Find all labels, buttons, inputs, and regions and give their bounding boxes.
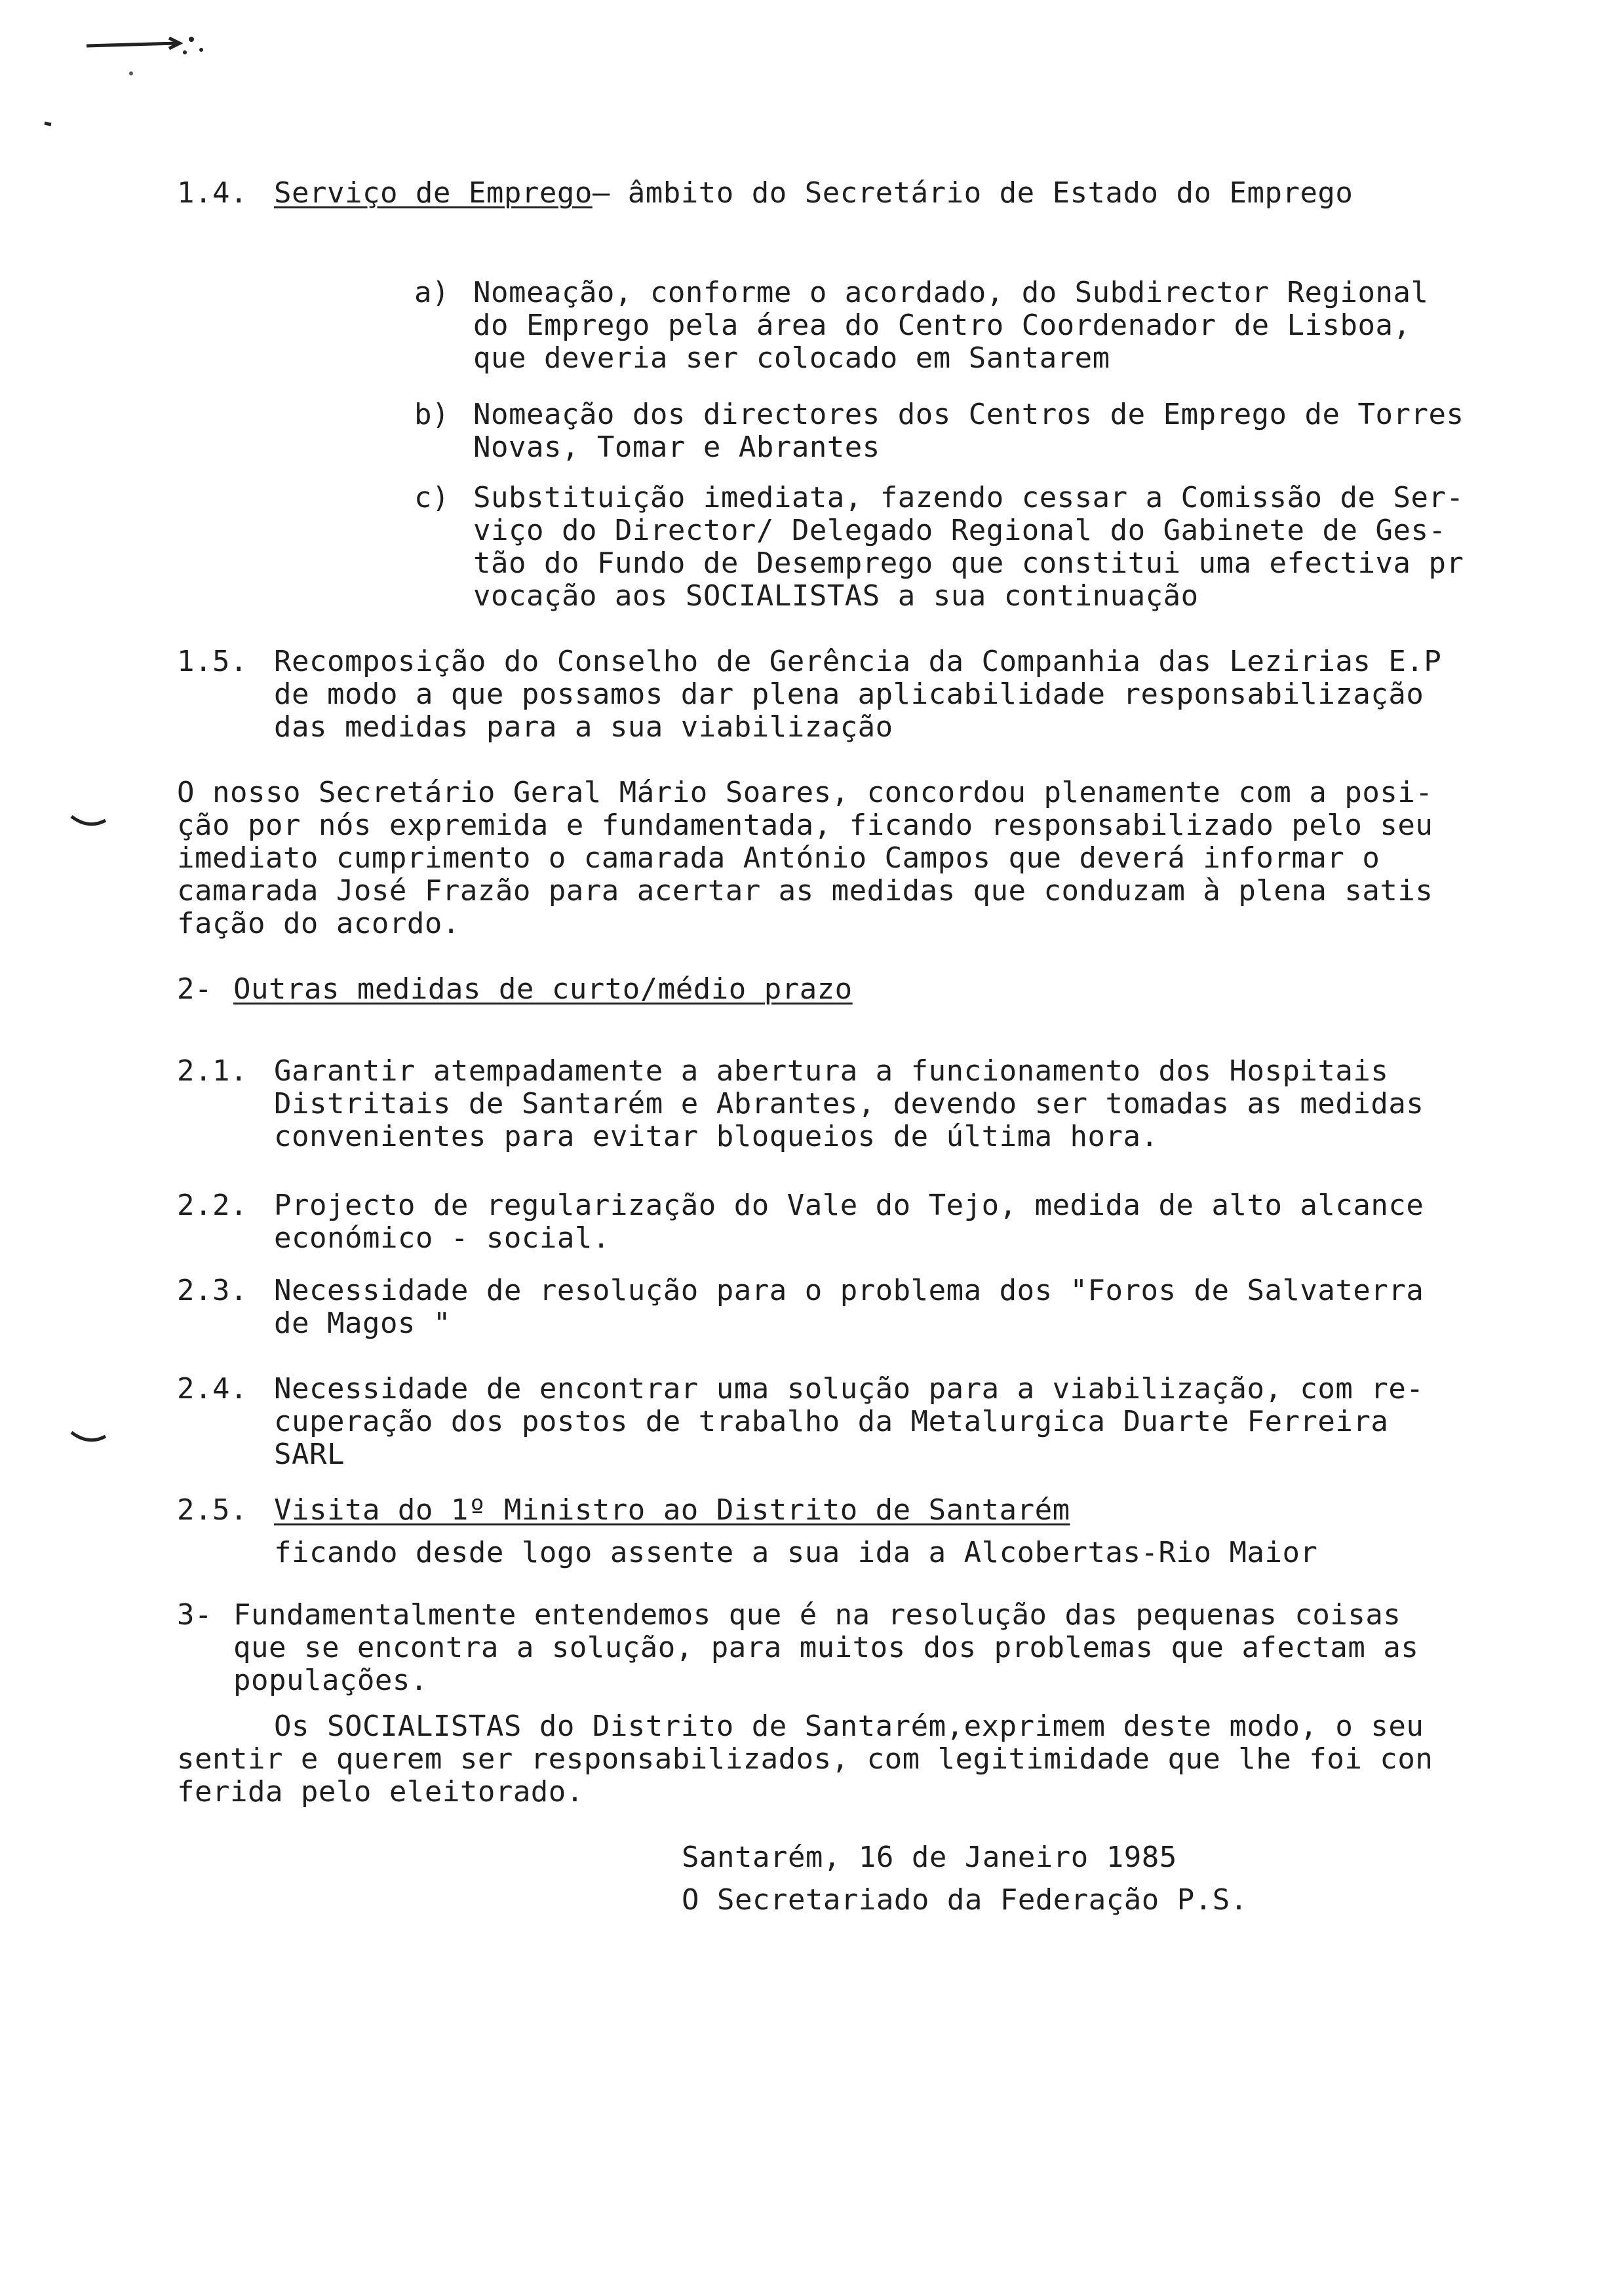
item-line: vocação aos SOCIALISTAS a sua continuação	[473, 579, 1199, 613]
section-heading-line	[274, 177, 1353, 210]
item-marker: b)	[414, 398, 450, 431]
section-number: 1.5.	[177, 645, 248, 678]
punch-hole-mark-1	[69, 813, 108, 832]
section-number: 1.4.	[177, 176, 248, 210]
item-line: ficando desde logo assente a sua ida a Alcobertas-Rio Maior	[274, 1536, 1318, 1569]
item-line: Necessidade de encontrar uma solução para a viabilização, com re-	[274, 1372, 1424, 1406]
item-number: 2.4.	[177, 1372, 248, 1406]
paragraph-line: ção por nós expremida e fundamentada, ficando responsabilizado pelo seu	[177, 809, 1433, 842]
item-marker: a)	[414, 276, 450, 309]
section-line: de modo a que possamos dar plena aplicabilidade responsabilização	[274, 678, 1424, 711]
closing-line: Os SOCIALISTAS do Distrito de Santarém,exprimem deste modo, o seu	[274, 1710, 1424, 1743]
item-line: de Magos "	[274, 1307, 451, 1340]
paragraph-line: camarada José Frazão para acertar as medidas que conduzam à plena satis	[177, 874, 1433, 908]
item-line: Necessidade de resolução para o problema dos "Foros de Salvaterra	[274, 1274, 1424, 1307]
paragraph-line: fação do acordo.	[177, 907, 460, 940]
item-marker: c)	[414, 481, 450, 514]
section-number: 3-	[177, 1598, 212, 1632]
item-line: que deveria ser colocado em Santarem	[473, 341, 1110, 375]
section-line: populações.	[233, 1664, 428, 1697]
section-number: 2-	[177, 972, 212, 1006]
item-line: Nomeação, conforme o acordado, do Subdirector Regional	[473, 276, 1429, 309]
closing-line: sentir e querem ser responsabilizados, com legitimidade que lhe foi con	[177, 1742, 1433, 1776]
item-number: 2.1.	[177, 1054, 248, 1088]
closing-line: ferida pelo eleitorado.	[177, 1775, 584, 1808]
paragraph-line: O nosso Secretário Geral Mário Soares, concordou plenamente com a posi-	[177, 776, 1433, 809]
item-line: económico - social.	[274, 1221, 610, 1255]
section-heading-rest: — âmbito do Secretário de Estado do Emprego	[592, 176, 1353, 210]
item-number: 2.2.	[177, 1189, 248, 1222]
section-line: que se encontra a solução, para muitos dos problemas que afectam as	[233, 1631, 1419, 1664]
item-number: 2.3.	[177, 1274, 248, 1307]
item-line: viço do Director/ Delegado Regional do Gabinete de Ges-	[473, 514, 1447, 547]
item-heading: Visita do 1º Ministro ao Distrito de Santarém	[274, 1493, 1070, 1527]
section-line: Recomposição do Conselho de Gerência da Companhia das Lezirias E.P	[274, 645, 1442, 678]
item-line: tão do Fundo de Desemprego que constitui uma efectiva pr	[473, 546, 1464, 580]
section-line: das medidas para a sua viabilização	[274, 710, 893, 744]
item-line: cuperação dos postos de trabalho da Metalurgica Duarte Ferreira	[274, 1405, 1389, 1438]
section-heading: Serviço de Emprego	[274, 176, 593, 210]
paragraph-line: imediato cumprimento o camarada António Campos que deverá informar o	[177, 841, 1380, 875]
item-line: Garantir atempadamente a abertura a funcionamento dos Hospitais	[274, 1054, 1389, 1088]
item-line: Nomeação dos directores dos Centros de Emprego de Torres	[473, 398, 1464, 431]
signatory: O Secretariado da Federação P.S.	[682, 1883, 1248, 1917]
item-line: Projecto de regularização do Vale do Tejo, medida de alto alcance	[274, 1189, 1424, 1222]
item-line: SARL	[274, 1438, 345, 1471]
scan-mark-top-left	[39, 20, 210, 144]
section-heading: Outras medidas de curto/médio prazo	[233, 972, 853, 1006]
item-line: Substituição imediata, fazendo cessar a Comissão de Ser-	[473, 481, 1464, 514]
punch-hole-mark-2	[69, 1428, 108, 1448]
item-number: 2.5.	[177, 1493, 248, 1527]
item-line: Distritais de Santarém e Abrantes, devendo ser tomadas as medidas	[274, 1087, 1424, 1120]
place-date: Santarém, 16 de Janeiro 1985	[682, 1841, 1177, 1874]
item-line: do Emprego pela área do Centro Coordenador de Lisboa,	[473, 309, 1411, 342]
item-line: convenientes para evitar bloqueios de última hora.	[274, 1120, 1159, 1153]
item-line: Novas, Tomar e Abrantes	[473, 430, 880, 464]
section-line: Fundamentalmente entendemos que é na resolução das pequenas coisas	[233, 1598, 1401, 1632]
